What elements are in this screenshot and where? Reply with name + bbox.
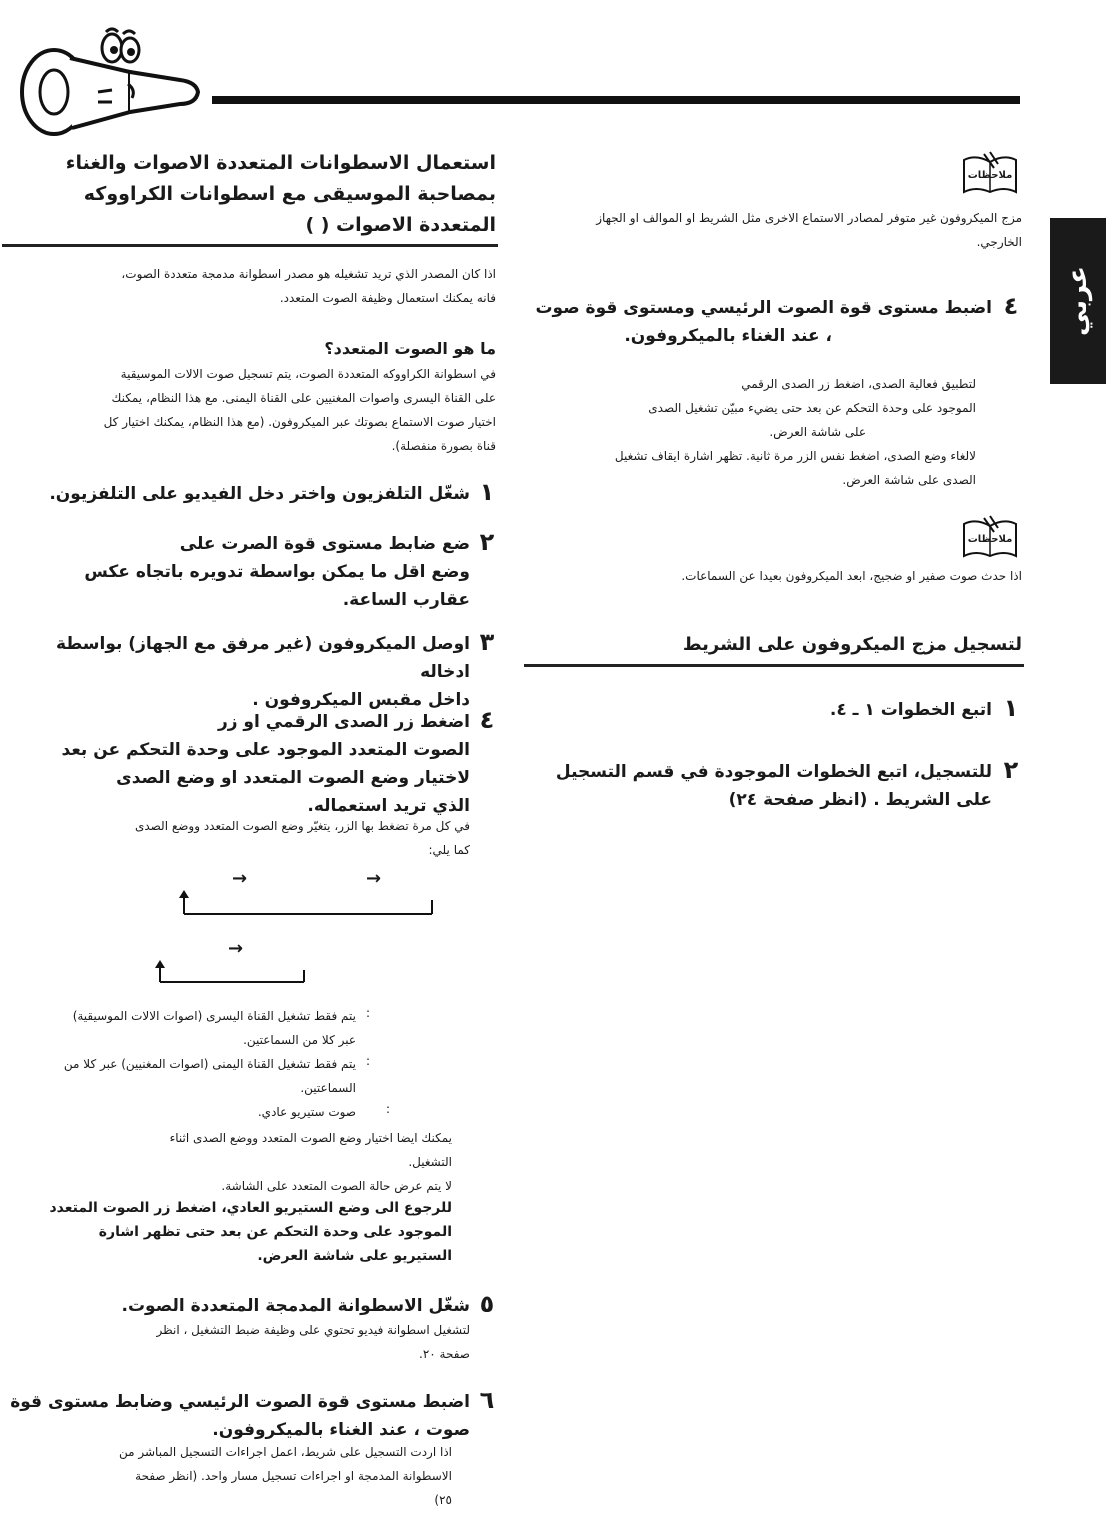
horn-illustration [10,20,210,140]
step-3-line: اوصل الميكروفون (غير مرفق مع الجهاز) بواسطة ادخاله [55,634,470,682]
mode-item-line: صوت ستيريو عادي. [257,1105,356,1119]
notes-label: ملاحظات [967,170,1013,181]
recording-rule [524,664,1024,667]
step-number: ٤ [1003,292,1019,320]
recording-step-2-line: للتسجيل، اتبع الخطوات الموجودة في قسم التسجيل [555,762,992,782]
note-1-line: مزج الميكروفون غير متوفر لمصادر الاستماع الاخرى مثل الشريط او الموالف او الجهاز [596,211,1022,225]
step-1-text: شغّل التلفزيون واختر دخل الفيديو على التلفزيون. [49,484,470,504]
mode-item-line: السماعتين. [300,1081,356,1095]
mode-item-line: عبر كلا من السماعتين. [243,1033,356,1047]
right-step-4-line: اضبط مستوى قوة الصوت الرئيسي ومستوى قوة صوت [535,298,992,318]
echo-line: على شاشة العرض. [769,425,866,439]
mode-item-line: يتم فقط تشغيل القناة اليمنى (اصوات المغنيين) عبر كلا من [63,1057,356,1071]
intro-line: فانه يمكنك استعمال وظيفة الصوت المتعدد. [279,291,496,305]
step-4-line: الذي تريد استعماله. [307,796,470,816]
step-6-body-line: اذا اردت التسجيل على شريط، اعمل اجراءات التسجيل المباشر من [118,1445,452,1459]
right-step-4-line: ، عند الغناء بالميكروفون. [624,326,832,346]
note-2: اذا حدث صوت صفير او ضجيج، ابعد الميكروفون بعيدا عن السماعات. [681,569,1022,583]
step-number: ١ [479,478,495,506]
mode-cycle-diagram [150,866,450,996]
step-4-body [4,814,470,862]
step-4-body-line: كما يلي: [428,843,470,857]
step-number: ٤ [479,706,495,734]
cycle-arrow: → [232,868,248,889]
cycle-arrow: → [366,868,382,889]
note-1 [528,206,1022,254]
return-line: للرجوع الى وضع الستيريو العادي، اضغط زر الصوت المتعدد [49,1200,452,1216]
language-tab-label: عربي [1063,265,1093,337]
step-number: ٢ [1003,756,1019,784]
step-2-line: ضع ضابط مستوى قوة الصرت على [179,534,470,554]
return-line: الموجود على وحدة التحكم عن بعد حتى تظهر اشارة [98,1224,452,1240]
return-instruction [4,1196,452,1268]
step-2-text [4,530,470,614]
right-step-4-text [528,294,992,350]
what-paragraph [4,362,496,458]
echo-instructions [528,372,976,492]
note-1-line: الخارجي. [976,235,1022,249]
step-6-body [4,1440,452,1512]
intro-line: اذا كان المصدر الذي تريد تشغيله هو مصدر اسطوانة مدمجة متعددة الصوت، [121,267,496,281]
step-4-body-line: في كل مرة تضغط بها الزر، يتغيّر وضع الصوت المتعدد ووضع الصدى [134,819,470,833]
step-5-body-line: لتشغيل اسطوانة فيديو تحتوي على وظيفة ضبط التشغيل ، انظر [156,1323,470,1337]
step-5-body [4,1318,470,1366]
step-number: ٣ [479,628,495,656]
step-number: ٢ [479,528,495,556]
recording-heading: لتسجيل مزج الميكروفون على الشريط [682,634,1022,655]
mode-colon: : [366,1054,371,1068]
step-2-line: عقارب الساعة. [342,590,470,610]
step-6-line: صوت ، عند الغناء بالميكروفون. [212,1420,470,1440]
step-2-line: وضع اقل ما يمكن بواسطة تدويره باتجاه عكس [84,562,470,582]
step-4-line: اضغط زر الصدى الرقمي او زر [217,712,470,732]
language-tab [1050,218,1106,384]
return-line: الستيريو على شاشة العرض. [257,1248,452,1264]
step-number: ١ [1003,694,1019,722]
title-rule [2,244,498,247]
recording-step-2-line: على الشريط . (انظر صفحة ٢٤) [728,790,992,810]
recording-step-2 [528,758,992,814]
mode-list [4,1004,356,1124]
step-6-line: اضبط مستوى قوة الصوت الرئيسي وضابط مستوى قوة [10,1392,470,1412]
header-rule [212,96,1020,104]
echo-line: لتطبيق فعالية الصدى، اضغط زر الصدى الرقمي [741,377,976,391]
mode-note [4,1126,452,1198]
recording-step-1: اتبع الخطوات ١ ـ ٤. [829,700,992,720]
step-number: ٥ [479,1290,495,1318]
step-6-body-line: ٢٥) [434,1493,452,1507]
what-line: على القناة اليسرى واصوات المغنيين على القناة اليمنى. مع هذا النظام، يمكنك [111,391,496,405]
step-4-text [4,708,470,820]
what-line: في اسطوانة الكراووكه المتعددة الصوت، يتم تسجيل صوت الالات الموسيقية [120,367,496,381]
step-6-body-line: الاسطوانة المدمجة او اجراءات تسجيل مسار واحد. (انظر صفحة [135,1469,452,1483]
step-6-text [4,1388,470,1444]
section-title-line: بمصاحبة الموسيقى مع اسطوانات الكراووكه [83,183,496,205]
intro-paragraph [4,262,496,310]
mode-colon: : [366,1006,371,1020]
mode-note-line: يمكنك ايضا اختيار وضع الصوت المتعدد ووضع الصدى اثناء [169,1131,452,1145]
echo-line: الصدى على شاشة العرض. [842,473,976,487]
what-line: اختيار صوت الاستماع بصوتك عبر الميكروفون. (مع هذا النظام، يمكنك اختيار كل [103,415,496,429]
mode-note-line: لا يتم عرض حالة الصوت المتعدد على الشاشة. [221,1179,452,1193]
mode-item-line: يتم فقط تشغيل القناة اليسرى (اصوات الالات الموسيقية) [72,1009,356,1023]
step-5-body-line: صفحة ٢٠. [419,1347,470,1361]
what-heading: ما هو الصوت المتعدد؟ [324,339,496,358]
step-number: ٦ [479,1386,495,1414]
step-3-text [4,630,470,714]
step-4-line: الصوت المتعدد الموجود على وحدة التحكم عن بعد [61,740,470,760]
step-3-line: داخل مقبس الميكروفون . [252,690,470,710]
notes-label: ملاحظات [967,534,1013,545]
mode-colon: : [386,1102,391,1116]
what-line: قناة بصورة منفصلة). [391,439,496,453]
section-title-line: استعمال الاسطوانات المتعددة الاصوات والغناء [65,152,496,174]
step-4-line: لاختيار وضع الصوت المتعدد او وضع الصدى [116,768,470,788]
mode-note-line: التشغيل. [408,1155,452,1169]
cycle-arrow: → [228,938,244,959]
step-5-text: شغّل الاسطوانة المدمجة المتعددة الصوت. [121,1296,470,1316]
section-title-line: المتعددة الاصوات ( ) [305,214,496,236]
echo-line: لالغاء وضع الصدى، اضغط نفس الزر مرة ثانية. تظهر اشارة ايقاف تشغيل [614,449,976,463]
echo-line: الموجود على وحدة التحكم عن بعد حتى يضيء مبيّن تشغيل الصدى [648,401,976,415]
section-title [10,148,496,241]
